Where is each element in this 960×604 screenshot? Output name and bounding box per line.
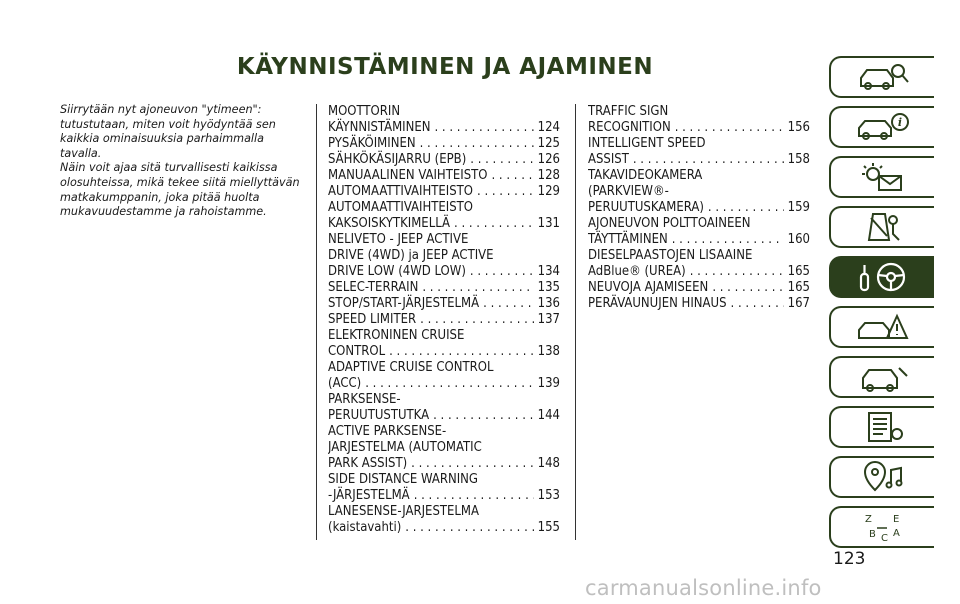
toc-entry-title-line: SIDE DISTANCE WARNING — [328, 472, 478, 487]
emergency-warning-car-icon — [853, 310, 913, 344]
toc-entry-title-line: PERUUTUSKAMERA) — [588, 200, 704, 215]
toc-entry-title-line: LANESENSE-JÄRJESTELMÄ — [328, 504, 480, 519]
multimedia-icon — [853, 460, 913, 494]
tab-car-info[interactable] — [829, 106, 934, 148]
intro-paragraph-1: Siirrytään nyt ajoneuvon "ytimeen": tutustutaan, miten voit hyödyntää sen kaikkia ominaisuuksia parhaimmalla tavalla. — [60, 103, 276, 160]
toc-entry-title-line: AUTOMAATTIVAIHTEISTO — [328, 184, 474, 199]
toc-entry[interactable] — [328, 312, 560, 328]
toc-dot-leader — [411, 456, 534, 472]
toc-entry-title-line: -JÄRJESTELMÄ — [328, 488, 410, 503]
toc-entry-title-line: AdBlue® (UREA) — [588, 264, 686, 279]
car-service-icon — [853, 360, 913, 394]
toc-entry-title-line: PERUUTUSTUTKA — [328, 408, 430, 423]
toc-entry[interactable] — [588, 168, 810, 216]
toc-page-number: 136 — [537, 296, 560, 311]
toc-entry[interactable] — [588, 296, 810, 312]
toc-column-2 — [588, 104, 810, 312]
toc-dot-leader — [690, 264, 784, 280]
toc-entry[interactable] — [328, 104, 560, 136]
toc-entry-title-line: TRAFFIC SIGN — [588, 104, 669, 119]
intro-paragraph-2: Näin voit ajaa sitä turvallisesti kaikissa olosuhteissa, mikä tekee siitä miellyttävän matkakumppanin, joka pitää huolta mukavuudestamme ja rahoistamme. — [60, 161, 300, 219]
toc-entry[interactable] — [588, 280, 810, 296]
svg-text:B: B — [868, 529, 876, 540]
toc-entry[interactable] — [328, 424, 560, 472]
warning-light-message-icon — [853, 160, 913, 194]
toc-dot-leader — [675, 120, 784, 136]
toc-entry[interactable] — [588, 104, 810, 136]
toc-entry-title-line: ADAPTIVE CRUISE CONTROL — [328, 360, 494, 375]
toc-entry-title-line: ASSIST — [588, 152, 629, 167]
toc-entry[interactable] — [328, 392, 560, 424]
tab-emergency[interactable] — [829, 306, 934, 348]
toc-entry[interactable] — [328, 328, 560, 360]
toc-page-number: 160 — [787, 232, 810, 247]
toc-page-number: 135 — [537, 280, 560, 295]
intro-text — [60, 103, 300, 220]
page-title: KÄYNNISTÄMINEN JA AJAMINEN — [236, 54, 654, 80]
car-info-icon — [853, 110, 913, 144]
toc-entry[interactable] — [328, 200, 560, 232]
watermark: carmanualsonline.info — [585, 576, 822, 600]
tab-service[interactable] — [829, 356, 934, 398]
toc-dot-leader — [454, 216, 534, 232]
toc-dot-leader — [435, 120, 534, 136]
tab-starting-driving[interactable] — [829, 256, 934, 298]
toc-entry[interactable] — [328, 152, 560, 168]
toc-entry-title-line: CONTROL — [328, 344, 386, 359]
toc-page-number: 134 — [537, 264, 560, 279]
toc-dot-leader — [672, 232, 784, 248]
toc-entry-title-line: SELEC-TERRAIN — [328, 280, 419, 295]
toc-dot-leader — [365, 376, 533, 392]
toc-entry-title-line: PARK ASSIST) — [328, 456, 408, 471]
key-steering-wheel-icon — [853, 260, 913, 294]
tab-technical-data[interactable] — [829, 406, 934, 448]
toc-entry[interactable] — [328, 296, 560, 312]
toc-entry-title-line: RECOGNITION — [588, 120, 671, 135]
toc-entry-title-line: DIESELPÄÄSTÖJEN LISÄAINE — [588, 248, 753, 263]
toc-page-number: 155 — [537, 520, 560, 535]
toc-entry[interactable] — [588, 136, 810, 168]
tab-warning-lights[interactable] — [829, 156, 934, 198]
toc-page-number: 129 — [537, 184, 560, 199]
toc-entry-title-line: MOOTTORIN — [328, 104, 401, 119]
toc-dot-leader — [483, 296, 534, 312]
column-divider-2 — [575, 104, 576, 540]
toc-entry-title-line: SÄHKÖKÄSIJARRU (EPB) — [328, 152, 467, 167]
tab-car-search[interactable] — [829, 56, 934, 98]
svg-text:E: E — [892, 514, 899, 525]
toc-dot-leader — [389, 344, 534, 360]
toc-dot-leader — [633, 152, 784, 168]
toc-entry-title-line: INTELLIGENT SPEED — [588, 136, 706, 151]
toc-page-number: 165 — [787, 264, 810, 279]
toc-dot-leader — [477, 184, 534, 200]
svg-text:C: C — [880, 533, 888, 544]
tab-multimedia[interactable] — [829, 456, 934, 498]
toc-entry[interactable] — [328, 504, 560, 536]
toc-entry-title-line: KÄYNNISTÄMINEN — [328, 120, 431, 135]
tab-safety[interactable] — [829, 206, 934, 248]
svg-text:A: A — [892, 528, 900, 539]
toc-entry-title-line: (kaistavahti) — [328, 520, 402, 535]
toc-entry-title-line: ELEKTRONINEN CRUISE — [328, 328, 465, 343]
toc-page-number: 138 — [537, 344, 560, 359]
alphabetical-index-icon — [853, 510, 913, 544]
toc-dot-leader — [731, 296, 784, 312]
toc-entry[interactable] — [328, 232, 560, 280]
toc-page-number: 128 — [537, 168, 560, 183]
car-search-icon — [853, 60, 913, 94]
toc-dot-leader — [420, 312, 534, 328]
toc-page-number: 156 — [787, 120, 810, 135]
toc-entry[interactable] — [328, 168, 560, 184]
toc-page-number: 139 — [537, 376, 560, 391]
technical-data-list-icon — [853, 410, 913, 444]
toc-page-number: 144 — [537, 408, 560, 423]
toc-entry-title-line: MANUAALINEN VAIHTEISTO — [328, 168, 488, 183]
toc-page-number: 165 — [787, 280, 810, 295]
toc-entry-title-line: NELIVETO - JEEP ACTIVE — [328, 232, 469, 247]
toc-dot-leader — [470, 152, 533, 168]
svg-text:i: i — [897, 116, 902, 129]
toc-dot-leader — [708, 200, 784, 216]
toc-entry[interactable] — [328, 360, 560, 392]
toc-page-number: 148 — [537, 456, 560, 471]
toc-entry[interactable] — [328, 136, 560, 152]
toc-dot-leader — [405, 520, 533, 536]
toc-dot-leader — [433, 408, 534, 424]
toc-entry-title-line: AJONEUVON POLTTOAINEEN — [588, 216, 751, 231]
toc-page-number: 137 — [537, 312, 560, 327]
toc-page-number: 131 — [537, 216, 560, 231]
toc-entry-title-line: DRIVE LOW (4WD LOW) — [328, 264, 466, 279]
toc-page-number: 153 — [537, 488, 560, 503]
svg-text:Z: Z — [864, 514, 872, 525]
toc-entry-title-line: (ACC) — [328, 376, 362, 391]
toc-page-number: 124 — [537, 120, 560, 135]
toc-entry-title-line: KAKSOISKYTKIMELLÄ — [328, 216, 451, 231]
toc-entry[interactable] — [328, 280, 560, 296]
toc-entry[interactable] — [328, 184, 560, 200]
toc-dot-leader — [420, 136, 534, 152]
toc-entry-title-line: PYSÄKÖIMINEN — [328, 136, 416, 151]
toc-page-number: 159 — [787, 200, 810, 215]
toc-entry-title-line: (PARKVIEW®- — [588, 184, 669, 199]
toc-entry-title-line: NEUVOJA AJAMISEEN — [588, 280, 709, 295]
toc-dot-leader — [712, 280, 783, 296]
toc-entry-title-line: DRIVE (4WD) ja JEEP ACTIVE — [328, 248, 494, 263]
toc-column-1 — [328, 104, 560, 536]
toc-entry-title-line: STOP/START-JÄRJESTELMÄ — [328, 296, 480, 311]
toc-entry-title-line: PARKSENSE- — [328, 392, 401, 407]
toc-entry-title-line: TAKAVIDEOKAMERA — [588, 168, 703, 183]
toc-dot-leader — [422, 280, 533, 296]
toc-entry-title-line: JÄRJESTELMÄ (AUTOMATIC — [328, 440, 482, 455]
toc-page-number: 167 — [787, 296, 810, 311]
toc-entry-title-line: TÄYTTÄMINEN — [588, 232, 668, 247]
toc-entry-title-line: SPEED LIMITER — [328, 312, 417, 327]
toc-dot-leader — [414, 488, 534, 504]
toc-entry[interactable] — [588, 248, 810, 280]
toc-page-number: 126 — [537, 152, 560, 167]
toc-entry-title-line: PERÄVAUNUJEN HINAUS — [588, 296, 727, 311]
toc-entry[interactable] — [588, 216, 810, 248]
toc-page-number: 158 — [787, 152, 810, 167]
column-divider-1 — [316, 104, 317, 540]
toc-dot-leader — [470, 264, 534, 280]
toc-dot-leader — [491, 168, 533, 184]
toc-entry[interactable] — [328, 472, 560, 504]
page-number: 123 — [833, 549, 866, 569]
tab-index[interactable] — [829, 506, 934, 548]
toc-entry-title-line: AUTOMAATTIVAIHTEISTO — [328, 200, 474, 215]
toc-entry-title-line: ACTIVE PARKSENSE- — [328, 424, 447, 439]
seatbelt-safety-icon — [853, 210, 913, 244]
toc-page-number: 125 — [537, 136, 560, 151]
